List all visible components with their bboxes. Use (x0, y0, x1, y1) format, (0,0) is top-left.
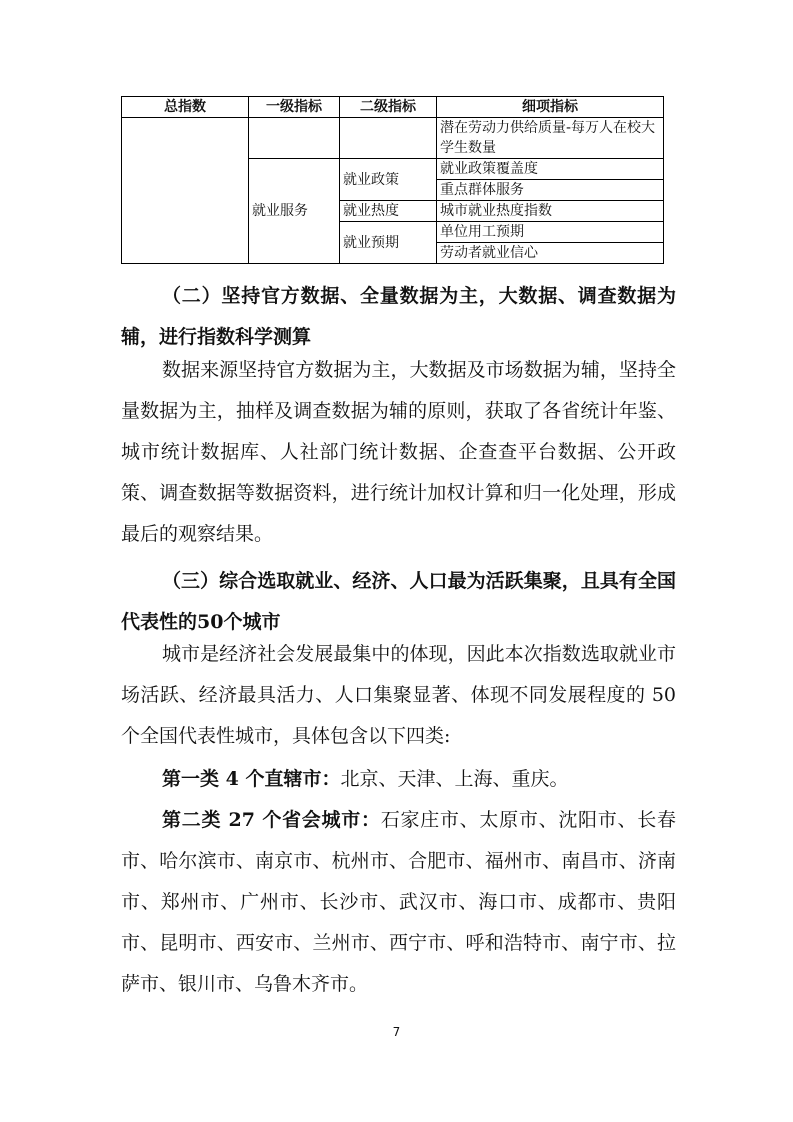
class1-cities: 北京、天津、上海、重庆。 (340, 768, 569, 790)
index-table (121, 96, 664, 264)
detail-cell: 重点群体服务 (437, 180, 664, 201)
detail-cell: 潜在劳动力供给质量-每万人在校大学生数量 (437, 118, 664, 159)
section2-body: 数据来源坚持官方数据为主，大数据及市场数据为辅，坚持全量数据为主，抽样及调查数据为辅的原则，获取了各省统计年鉴、城市统计数据库、人社部门统计数据、企查查平台数据、公开政策、调查数据等数据资料，进行统计加权计算和归一化处理，形成最后的观察结果。 (121, 359, 676, 545)
section3-heading: （三）综合选取就业、经济、人口最为活跃集聚，且具有全国代表性的50个城市 (121, 570, 676, 633)
page-number: 7 (392, 1025, 401, 1039)
level2-expect-cell: 就业预期 (340, 222, 437, 264)
section2-heading: （二）坚持官方数据、全量数据为主，大数据、调查数据为辅，进行指数科学测算 (121, 285, 676, 348)
table-row (122, 118, 664, 159)
header-level2: 二级指标 (340, 97, 437, 118)
total-index-cell (122, 118, 249, 264)
class1-paragraph (121, 759, 676, 800)
level1-empty-cell (249, 118, 340, 159)
level2-empty-cell (340, 118, 437, 159)
level1-service-cell: 就业服务 (249, 159, 340, 264)
header-total-index: 总指数 (122, 97, 249, 118)
class2-label: 第二类 27 个省会城市： (162, 809, 381, 831)
detail-cell: 单位用工预期 (437, 222, 664, 243)
class2-cities: 石家庄市、太原市、沈阳市、长春市、哈尔滨市、南京市、杭州市、合肥市、福州市、南昌市、济南市、郑州市、广州市、长沙市、武汉市、海口市、成都市、贵阳市、昆明市、西安市、兰州市、西宁市、呼和浩特市、南宁市、拉萨市、银川市、乌鲁木齐市。 (121, 809, 676, 995)
level2-policy-cell: 就业政策 (340, 159, 437, 201)
table-header-row (122, 97, 664, 118)
header-level1: 一级指标 (249, 97, 340, 118)
class1-label: 第一类 4 个直辖市： (162, 768, 341, 790)
detail-cell: 就业政策覆盖度 (437, 159, 664, 180)
detail-cell: 城市就业热度指数 (437, 201, 664, 222)
level2-heat-cell: 就业热度 (340, 201, 437, 222)
detail-cell: 劳动者就业信心 (437, 243, 664, 264)
class2-paragraph (121, 800, 676, 1005)
section3-body: 城市是经济社会发展最集中的体现，因此本次指数选取就业市场活跃、经济最具活力、人口集聚显著、体现不同发展程度的 50 个全国代表性城市，具体包含以下四类: (121, 643, 676, 747)
header-detail: 细项指标 (437, 97, 664, 118)
